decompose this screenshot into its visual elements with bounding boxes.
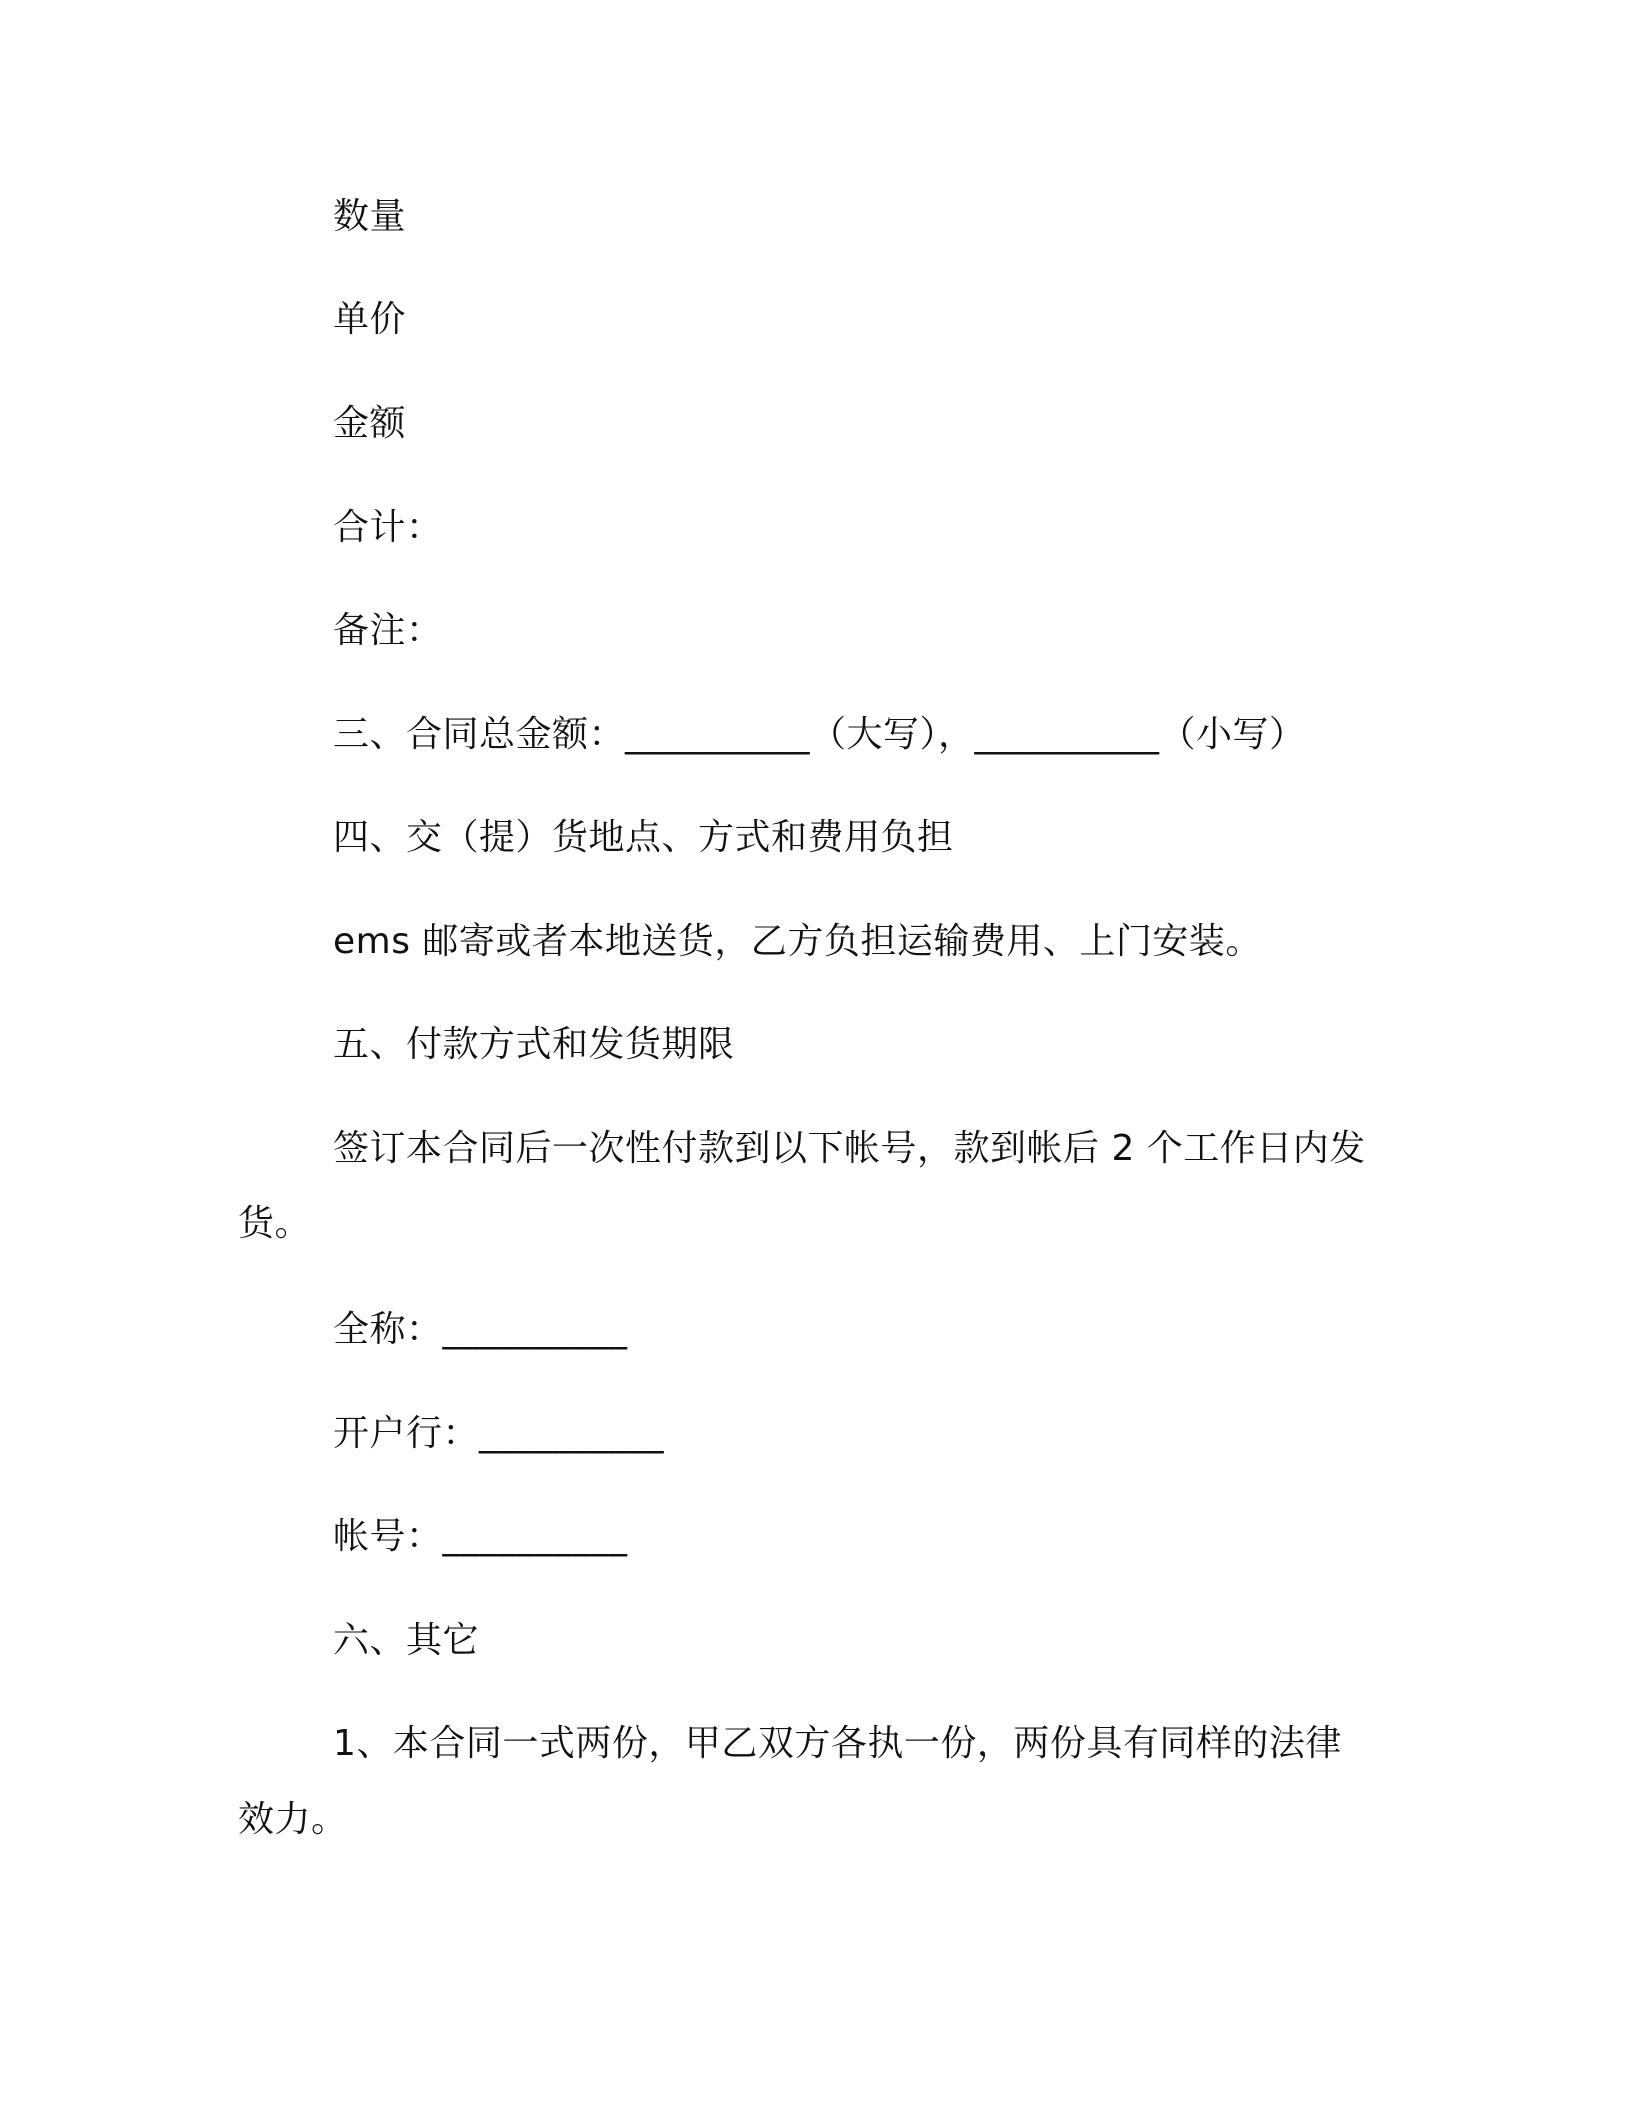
section-5-body: 签订本合同后一次性付款到以下帐号，款到帐后 2 个工作日内发 [333, 1128, 1366, 1169]
section-4-heading: 四、交（提）货地点、方式和费用负担 [333, 817, 954, 858]
item-amount: 金额 [333, 403, 407, 444]
item-remarks: 备注： [333, 610, 443, 651]
section-6-clause-1-continued: 效力。 [238, 1799, 348, 1840]
bank-field: 开户行：__________ [333, 1413, 665, 1454]
section-3-total-amount: 三、合同总金额：__________（大写），__________（小写） [333, 714, 1306, 755]
section-6-clause-1: 1、本合同一式两份，甲乙双方各执一份，两份具有同样的法律 [333, 1723, 1342, 1764]
account-number-field: 帐号：__________ [333, 1516, 628, 1557]
section-4-body: ems 邮寄或者本地送货，乙方负担运输费用、上门安装。 [333, 921, 1262, 962]
section-5-body-continued: 货。 [238, 1203, 312, 1244]
item-total: 合计： [333, 507, 443, 548]
section-5-heading: 五、付款方式和发货期限 [333, 1024, 735, 1065]
account-name-field: 全称：__________ [333, 1309, 628, 1350]
item-quantity: 数量 [333, 196, 407, 237]
item-unit-price: 单价 [333, 299, 407, 340]
section-6-heading: 六、其它 [333, 1620, 480, 1661]
